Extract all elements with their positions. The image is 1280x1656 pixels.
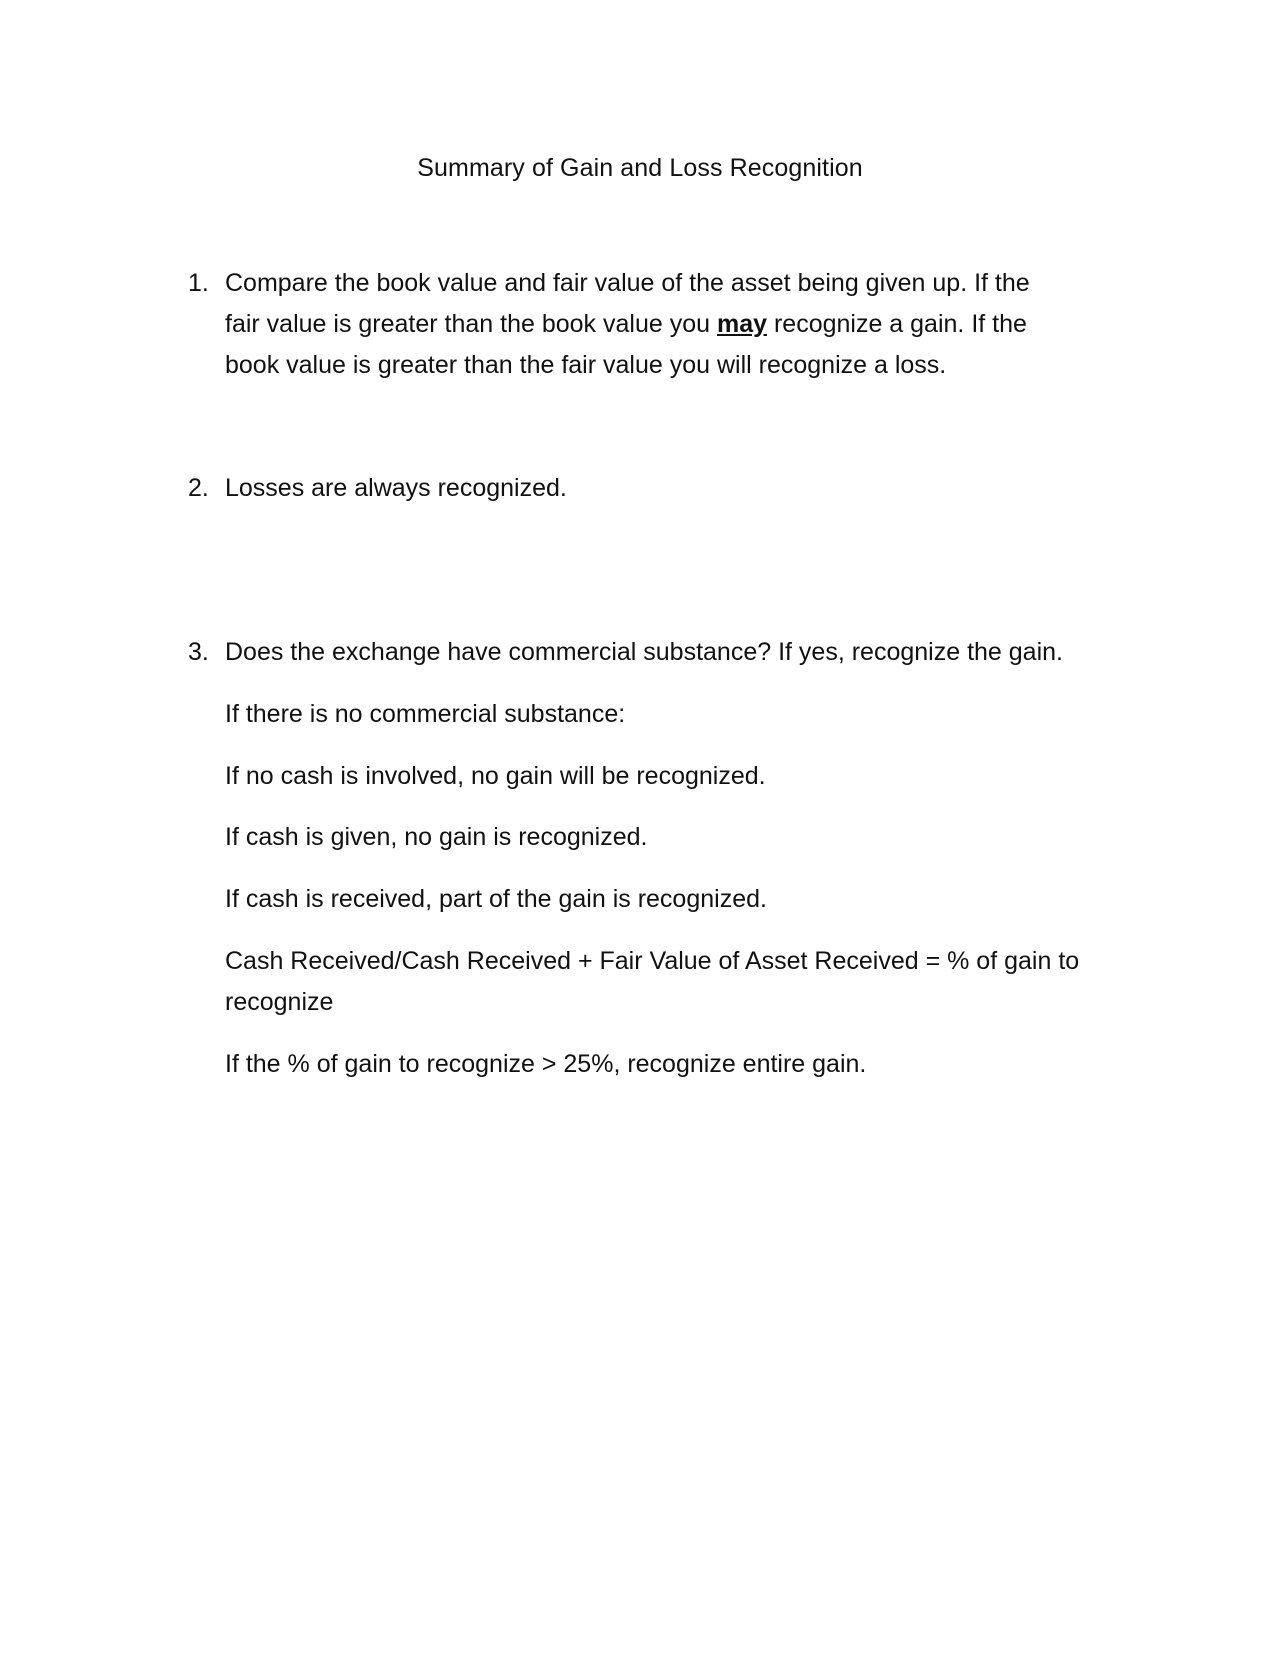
page-title: Summary of Gain and Loss Recognition [417, 154, 863, 182]
formula-line-2: recognize [225, 988, 334, 1016]
detail-line-no-commercial-substance: If there is no commercial substance: [225, 700, 626, 728]
item-1-line-2-after: recognize a gain. If the [767, 310, 1027, 338]
item-1-line-2 [225, 304, 1118, 345]
list-item-3-body [225, 632, 1118, 673]
detail-line-cash-received: If cash is received, part of the gain is recognized. [225, 885, 767, 913]
list-number-2: 2. [188, 474, 209, 502]
list-item-2-body [225, 468, 1118, 509]
emphasis-may: may [716, 310, 768, 338]
list-number-3: 3. [188, 638, 209, 666]
formula [225, 941, 1125, 1023]
item-1-line-3: book value is greater than the fair value you will recognize a loss. [225, 351, 947, 379]
list-item-2 [188, 468, 1118, 509]
list-item-1 [188, 263, 1118, 386]
list-item-3 [188, 632, 1118, 673]
threshold-rule: If the % of gain to recognize > 25%, recognize entire gain. [225, 1050, 867, 1078]
item-1-line-2-before: fair value is greater than the book value you [225, 310, 717, 338]
detail-line-cash-given: If cash is given, no gain is recognized. [225, 823, 648, 851]
list-item-2-text: Losses are always recognized. [225, 474, 567, 502]
formula-line-1: Cash Received/Cash Received + Fair Value of Asset Received = % of gain to [225, 947, 1080, 975]
detail-line-no-cash: If no cash is involved, no gain will be recognized. [225, 762, 766, 790]
item-1-line-1: Compare the book value and fair value of the asset being given up. If the [225, 269, 1030, 297]
list-item-3-text: Does the exchange have commercial substance? If yes, recognize the gain. [225, 638, 1063, 666]
list-item-1-text [225, 263, 1118, 386]
list-number-1: 1. [188, 269, 209, 297]
